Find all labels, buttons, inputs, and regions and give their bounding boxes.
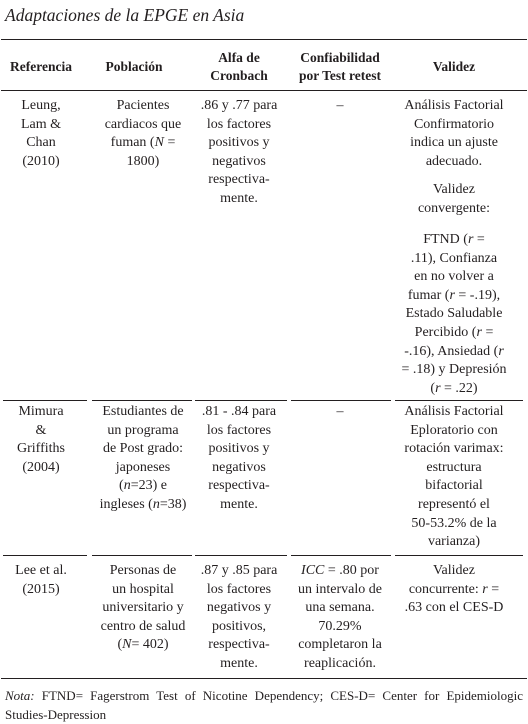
row-divider xyxy=(195,400,287,401)
statistic-symbol: ICC xyxy=(301,563,325,578)
row-2-validez: Análisis Factorial Eploratorio con rotación varimax: estructura bifactorial representó el 50-53.2% de la varianza) xyxy=(404,404,504,550)
row-3-poblacion: Personas de un hospital universitario y centro de salud (N= 402) xyxy=(100,563,186,653)
row-divider xyxy=(92,555,192,556)
statistic-symbol: r xyxy=(449,287,455,303)
row-1-validez-paragraph-2: Validez convergente: xyxy=(417,182,491,216)
statistic-symbol: r xyxy=(435,380,441,396)
statistic-symbol: N xyxy=(154,135,164,151)
row-1-alfa: .86 y .77 para los factores positivos y negativos respectiva- mente. xyxy=(200,98,278,206)
row-divider xyxy=(195,555,287,556)
row-divider xyxy=(3,400,87,401)
header-confiabilidad: Confiabilidad por Test retest xyxy=(299,49,381,84)
row-2-alfa: .81 - .84 para los factores positivos y negativos respectiva- mente. xyxy=(201,404,277,512)
row-divider xyxy=(92,400,192,401)
row-divider xyxy=(291,400,391,401)
header-validez: Validez xyxy=(432,59,476,74)
row-3-validez: Validez concurrente: r = .63 con el CES-D xyxy=(404,563,504,616)
note-label: Nota: xyxy=(5,688,35,703)
statistic-symbol: n xyxy=(152,496,160,512)
row-divider xyxy=(395,400,523,401)
row-divider xyxy=(395,555,523,556)
row-1-poblacion: Pacientes cardiacos que fuman (N = 1800) xyxy=(104,98,182,169)
table-title: Adaptaciones de la EPGE en Asia xyxy=(5,5,245,25)
row-1-referencia: Leung, Lam & Chan (2010) xyxy=(20,98,62,169)
header-alfa-cronbach: Alfa de Cronbach xyxy=(210,49,268,84)
header-bottom-rule xyxy=(1,90,527,91)
statistic-symbol: N xyxy=(122,637,132,653)
row-3-alfa: .87 y .85 para los factores negativos y positivos, respectiva- mente. xyxy=(200,563,278,671)
row-1-validez-paragraph-3: FTND (r = .11), Confianza en no volver a fumar (r = -.19), Estado Saludable Percibido (r = -.16), Ansiedad (r = .18) y Depresión (r = .22) xyxy=(401,232,507,396)
statistic-symbol: r xyxy=(476,324,482,340)
row-1-validez-paragraph-1: Análisis Factorial Confirmatorio indica un ajuste adecuado. xyxy=(404,98,504,169)
table-note xyxy=(5,686,523,724)
row-2-referencia: Mimura & Griffiths (2004) xyxy=(17,404,65,475)
header-poblacion: Población xyxy=(105,59,163,74)
statistic-symbol: r xyxy=(482,581,488,597)
statistic-symbol: n xyxy=(123,478,131,494)
row-divider xyxy=(3,555,87,556)
table-top-rule xyxy=(1,39,527,40)
row-1-confiabilidad: – xyxy=(336,98,344,113)
row-2-poblacion: Estudiantes de un programa de Post grado: japoneses (n=23) e ingleses (n=38) xyxy=(99,404,187,512)
note-text: FTND= Fagerstrom Test of Nicotine Dependency; CES-D= Center for Epidemiologic Studies-Depression xyxy=(5,688,523,722)
row-divider xyxy=(291,555,391,556)
header-referencia: Referencia xyxy=(10,59,72,74)
table-bottom-rule xyxy=(1,678,527,679)
row-3-confiabilidad: ICC = .80 por un intervalo de una semana. 70.29% completaron la reaplicación. xyxy=(298,563,382,671)
statistic-symbol: r xyxy=(498,343,504,359)
row-2-confiabilidad: – xyxy=(336,404,344,419)
row-3-referencia: Lee et al. (2015) xyxy=(15,563,67,597)
statistic-symbol: r xyxy=(467,232,474,247)
